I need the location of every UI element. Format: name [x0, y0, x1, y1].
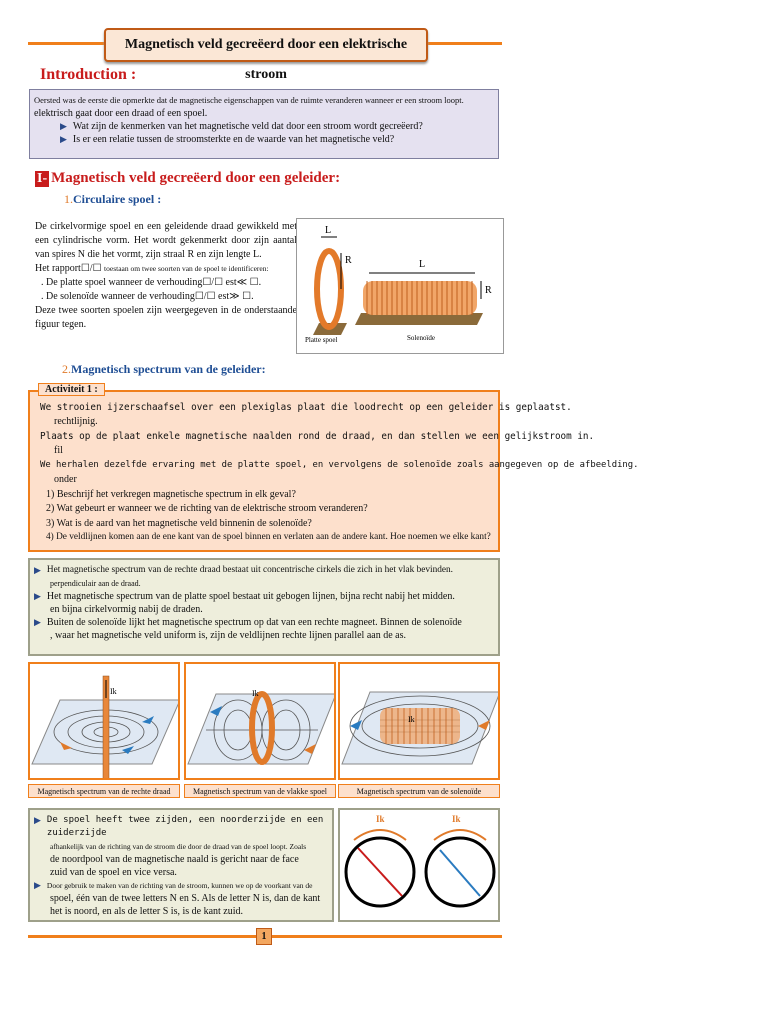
- straight-wire-spectrum-diagram: [30, 664, 180, 780]
- activity-line1: We strooien ijzerschaafsel over een plexiglas plaat die loodrecht op een geleider is geplaatst.: [40, 402, 572, 413]
- face-letters-diagram: [340, 810, 500, 922]
- intro-question-1: ▶ Wat zijn de kenmerken van het magnetische veld dat door een stroom wordt gecreëerd?: [60, 121, 423, 132]
- solenoid-caption: Solenoïde: [407, 334, 435, 342]
- current-label-right: Ik: [452, 814, 461, 824]
- bullet-triangle-icon: ▶: [34, 815, 41, 825]
- bullet-triangle-icon: ▶: [34, 591, 41, 601]
- faces-bullet-1: ▶ De spoel heeft twee zijden, een noorderzijde en een zuiderzijde: [34, 815, 324, 838]
- flat-coil-spectrum-diagram: [186, 664, 336, 780]
- bullet-triangle-icon: ▶: [34, 565, 41, 575]
- face-letters-figure: [338, 808, 500, 922]
- activity-line3b: onder: [54, 474, 77, 485]
- current-label: Ik: [252, 689, 259, 698]
- faces-bullet-1c: de noordpool van de magnetische naald is gericht naar de face: [50, 854, 299, 865]
- solenoid-R: R: [485, 285, 492, 296]
- section1-heading: I- Magnetisch veld gecreëerd door een geleider:: [37, 170, 341, 186]
- coil-figure: [296, 218, 504, 354]
- bullet-triangle-icon: ▶: [60, 134, 67, 144]
- activity-line3: We herhalen dezelfde ervaring met de platte spoel, en vervolgens de solenoïde zoals aangegeven op de afbeelding.: [40, 460, 639, 470]
- faces-bullet-2b: spoel, één van de twee letters N en S. Als de letter N is, dan de kant: [50, 893, 321, 904]
- flat-coil: [317, 251, 341, 327]
- solenoid-L: L: [419, 259, 426, 270]
- section-number: I-: [37, 170, 48, 186]
- activity-question-2: 2) Wat gebeurt er wanneer we de richting van de elektrische stroom veranderen?: [46, 503, 368, 514]
- letter-s-mark: [358, 848, 402, 896]
- faces-bullet-1-small: afhankelijk van de richting van de stroom die door de draad van de spoel loopt. Zoals: [50, 842, 307, 851]
- faces-bullet-2c: het is noord, en als de letter S is, is de kant zuid.: [50, 906, 244, 917]
- activity-line2b: fil: [54, 445, 63, 456]
- intro-line2: elektrisch gaat door een draad of een spoel.: [34, 108, 208, 119]
- activity-question-1: 1) Beschrijf het verkregen magnetische spectrum in elk geval?: [46, 489, 296, 500]
- subsection1-heading: 1.Circulaire spoel :: [64, 192, 162, 206]
- faces-bullet-2: ▶ Door gebruik te maken van de richting van de stroom, kunnen we op de voorkant van de: [34, 880, 313, 890]
- intro-question-2: ▶ Is er een relatie tussen de stroomsterkte en de waarde van het magnetische veld?: [60, 134, 395, 145]
- caption-straight-wire: Magnetisch spectrum van de rechte draad: [28, 784, 180, 798]
- page-title: Magnetisch veld gecreëerd door een elektrische stroom: [104, 28, 428, 62]
- caption-flat-coil: Magnetisch spectrum van de vlakke spoel: [184, 784, 336, 798]
- letter-n-mark: [440, 850, 480, 896]
- coil-diagram: [297, 219, 503, 353]
- activity-line1b: rechtlijnig.: [54, 416, 98, 427]
- summary-bullet-2: ▶ Het magnetische spectrum van de platte spoel bestaat uit gebogen lijnen, bijna recht nabij het midden.: [34, 591, 455, 602]
- activity-line2: Plaats op de plaat enkele magnetische naalden rond de draad, en dan stellen we een gelijkstroom in.: [40, 431, 595, 442]
- solenoid-spectrum-diagram: [340, 664, 500, 780]
- bullet-triangle-icon: ▶: [34, 880, 41, 890]
- intro-heading: Introduction :: [40, 66, 137, 83]
- activity-question-4: 4) De veldlijnen komen aan de ene kant van de spoel binnen en verlaten aan de andere kant. Hoe noemen we elke kant?: [46, 532, 491, 542]
- current-label-left: Ik: [376, 814, 385, 824]
- coil-description: De cirkelvormige spoel en een geleidende draad gewikkeld met een cylindrische vorm. Het wordt gekenmerkt door zijn aantal van spires N die het vormt, zijn straal R en zijn lengte L. Het rapport☐/☐ toestaan om twee soorten van de spoel te identificeren: . De platte spoel wanneer de verhouding☐/☐ est≪ ☐. . De solenoïde wanneer de verhouding☐/☐ est≫ ☐. Deze twee soorten spoelen zijn weergegeven in de onderstaande figuur tegen.: [35, 221, 297, 330]
- solenoid-spectrum-panel: [338, 662, 500, 780]
- bullet-triangle-icon: ▶: [34, 617, 41, 627]
- summary-bullet-1b: perpendiculair aan de draad.: [50, 579, 141, 588]
- subsection2-heading: 2.Magnetisch spectrum van de geleider:: [62, 362, 266, 376]
- intro-box: [29, 89, 499, 159]
- faces-box: [28, 808, 334, 922]
- page-number: 1: [256, 928, 272, 945]
- flat-coil-caption: Platte spoel: [305, 336, 338, 344]
- summary-bullet-3b: , waar het magnetische veld uniform is, zijn de veldlijnen rechte lijnen parallel aan de as.: [50, 630, 406, 641]
- activity-question-3: 3) Wat is de aard van het magnetische veld binnenin de solenoïde?: [46, 518, 312, 529]
- summary-bullet-2b: en bijna cirkelvormig nabij de draden.: [50, 604, 203, 615]
- activity-label: Activiteit 1 :: [38, 383, 105, 396]
- straight-wire-spectrum-panel: [28, 662, 180, 780]
- current-label: Ik: [408, 715, 415, 724]
- flat-coil-spectrum-panel: [184, 662, 336, 780]
- summary-box: [28, 558, 500, 656]
- bullet-triangle-icon: ▶: [60, 121, 67, 131]
- current-label: Ik: [110, 687, 117, 696]
- summary-bullet-1: ▶ Het magnetische spectrum van de rechte draad bestaat uit concentrische cirkels die zich in het vlak bevinden.: [34, 565, 453, 575]
- summary-bullet-3: ▶ Buiten de solenoïde lijkt het magnetische spectrum op dat van een rechte magneet. Binnen de solenoïde: [34, 617, 462, 628]
- faces-bullet-1d: zuid van de spoel en vice versa.: [50, 867, 177, 878]
- intro-line1: Oersted was de eerste die opmerkte dat de magnetische eigenschappen van de ruimte veranderen wanneer er een stroom loopt.: [34, 95, 464, 105]
- solenoid-body: [363, 281, 477, 315]
- caption-solenoid: Magnetisch spectrum van de solenoïde: [338, 784, 500, 798]
- flat-coil-R: R: [345, 255, 352, 266]
- flat-coil-L: L: [325, 225, 332, 236]
